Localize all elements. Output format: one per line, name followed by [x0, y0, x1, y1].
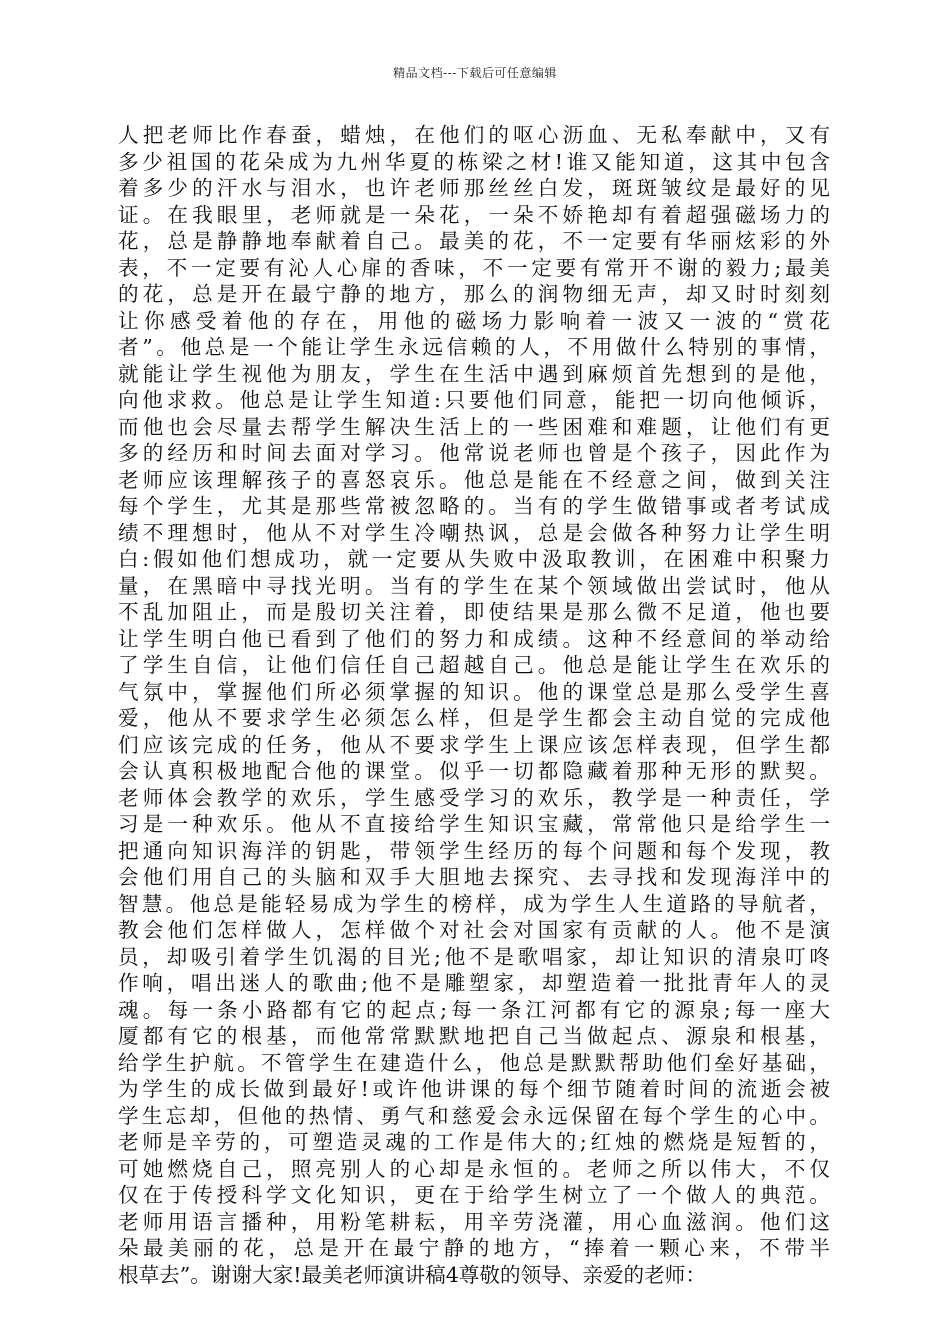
text-line: 会他们用自己的头脑和双手大胆地去探究、去寻找和发现海洋中的 — [118, 865, 830, 889]
text-line: 气氛中，掌握他们所必须掌握的知识。他的课堂总是那么受学生喜 — [118, 679, 830, 704]
text-line: 教会他们怎样做人，怎样做个对社会对国家有贡献的人。他不是演 — [118, 918, 830, 942]
text-line: 给学生护航。不管学生在建造什么，他总是默默帮助他们垒好基础， — [118, 1050, 830, 1075]
text-line: 厦都有它的根基，而他常常默默地把自己当做起点、源泉和根基， — [118, 1024, 830, 1048]
document-body — [118, 122, 830, 1288]
text-line: 让你感受着他的存在，用他的磁场力影响着一波又一波的“赏花 — [118, 308, 830, 333]
page-header: 精品文档---下载后可任意编辑 — [393, 66, 557, 80]
text-line: 每个学生，尤其是那些常被忽略的。当有的学生做错事或者考试成 — [118, 494, 830, 518]
text-line: 魂。每一条小路都有它的起点;每一条江河都有它的源泉;每一座大 — [118, 997, 830, 1022]
text-line: 绩不理想时，他从不对学生冷嘲热讽，总是会做各种努力让学生明 — [118, 520, 830, 545]
text-line: 会认真积极地配合他的课堂。似乎一切都隐藏着那种无形的默契。 — [118, 759, 830, 783]
text-line: 不乱加阻止，而是殷切关注着，即使结果是那么微不足道，他也要 — [118, 600, 830, 624]
text-line: 人把老师比作春蚕，蜡烛，在他们的呕心沥血、无私奉献中，又有 — [118, 123, 830, 147]
text-line: 让学生明白他已看到了他们的努力和成绩。这种不经意间的举动给 — [118, 626, 830, 651]
text-line: 老师应该理解孩子的喜怒哀乐。他总是能在不经意之间，做到关注 — [118, 467, 830, 492]
text-line: 为学生的成长做到最好!或许他讲课的每个细节随着时间的流逝会被 — [118, 1077, 830, 1101]
text-line: 老师是辛劳的，可塑造灵魂的工作是伟大的;红烛的燃烧是短暂的， — [118, 1130, 830, 1154]
text-line: 作响，唱出迷人的歌曲;他不是雕塑家，却塑造着一批批青年人的灵 — [118, 971, 830, 995]
text-line: 可她燃烧自己，照亮别人的心却是永恒的。老师之所以伟大，不仅 — [118, 1156, 830, 1181]
text-line: 表，不一定要有沁人心扉的香味，不一定要有常开不谢的毅力;最美 — [118, 255, 830, 280]
text-line: 根草去”。谢谢大家!最美老师演讲稿4尊敬的领导、亲爱的老师： — [118, 1262, 706, 1287]
text-line: 了学生自信，让他们信任自己超越自己。他总是能让学生在欢乐的 — [118, 653, 830, 677]
text-line: 们应该完成的任务，他从不要求学生上课应该怎样表现，但学生都 — [118, 732, 830, 757]
text-line: 白:假如他们想成功，就一定要从失败中汲取教训，在困难中积聚力 — [118, 547, 830, 571]
text-line: 老师体会教学的欢乐，学生感受学习的欢乐，教学是一种责任，学 — [118, 785, 830, 810]
text-line: 员，却吸引着学生饥渴的目光;他不是歌唱家，却让知识的清泉叮咚 — [118, 944, 830, 969]
text-line: 多少祖国的花朵成为九州华夏的栋梁之材!谁又能知道，这其中包含 — [118, 149, 830, 174]
text-line: 朵最美丽的花，总是开在最宁静的地方，“捧着一颗心来，不带半 — [118, 1236, 830, 1260]
text-line: 老师用语言播种，用粉笔耕耘，用辛劳浇灌，用心血滋润。他们这 — [118, 1209, 830, 1234]
text-line: 者”。他总是一个能让学生永远信赖的人，不用做什么特别的事情， — [118, 335, 830, 359]
text-line: 的花，总是开在最宁静的地方，那么的润物细无声，却又时时刻刻 — [118, 282, 830, 306]
text-line: 学生忘却，但他的热情、勇气和慈爱会永远保留在每个学生的心中。 — [118, 1103, 830, 1128]
text-line: 而他也会尽量去帮学生解决生活上的一些困难和难题，让他们有更 — [118, 414, 830, 439]
text-line: 把通向知识海洋的钥匙，带领学生经历的每个问题和每个发现，教 — [118, 838, 830, 863]
text-line: 证。在我眼里，老师就是一朵花，一朵不娇艳却有着超强磁场力的 — [118, 202, 830, 227]
text-line: 智慧。他总是能轻易成为学生的榜样，成为学生人生道路的导航者， — [118, 891, 830, 916]
text-line: 向他求救。他总是让学生知道:只要他们同意，能把一切向他倾诉， — [118, 388, 830, 412]
text-line: 爱，他从不要求学生必须怎么样，但是学生都会主动自觉的完成他 — [118, 706, 830, 730]
text-line: 习是一种欢乐。他从不直接给学生知识宝藏，常常他只是给学生一 — [118, 812, 830, 836]
text-line: 多的经历和时间去面对学习。他常说老师也曾是个孩子，因此作为 — [118, 441, 830, 465]
text-line: 花，总是静静地奉献着自己。最美的花，不一定要有华丽炫彩的外 — [118, 229, 830, 253]
text-line: 仅在于传授科学文化知识，更在于给学生树立了一个做人的典范。 — [118, 1183, 830, 1207]
text-line: 就能让学生视他为朋友，学生在生活中遇到麻烦首先想到的是他， — [118, 361, 830, 386]
text-line: 量，在黑暗中寻找光明。当有的学生在某个领域做出尝试时，他从 — [118, 573, 830, 598]
text-line: 着多少的汗水与泪水，也许老师那丝丝白发，斑斑皱纹是最好的见 — [118, 176, 830, 200]
